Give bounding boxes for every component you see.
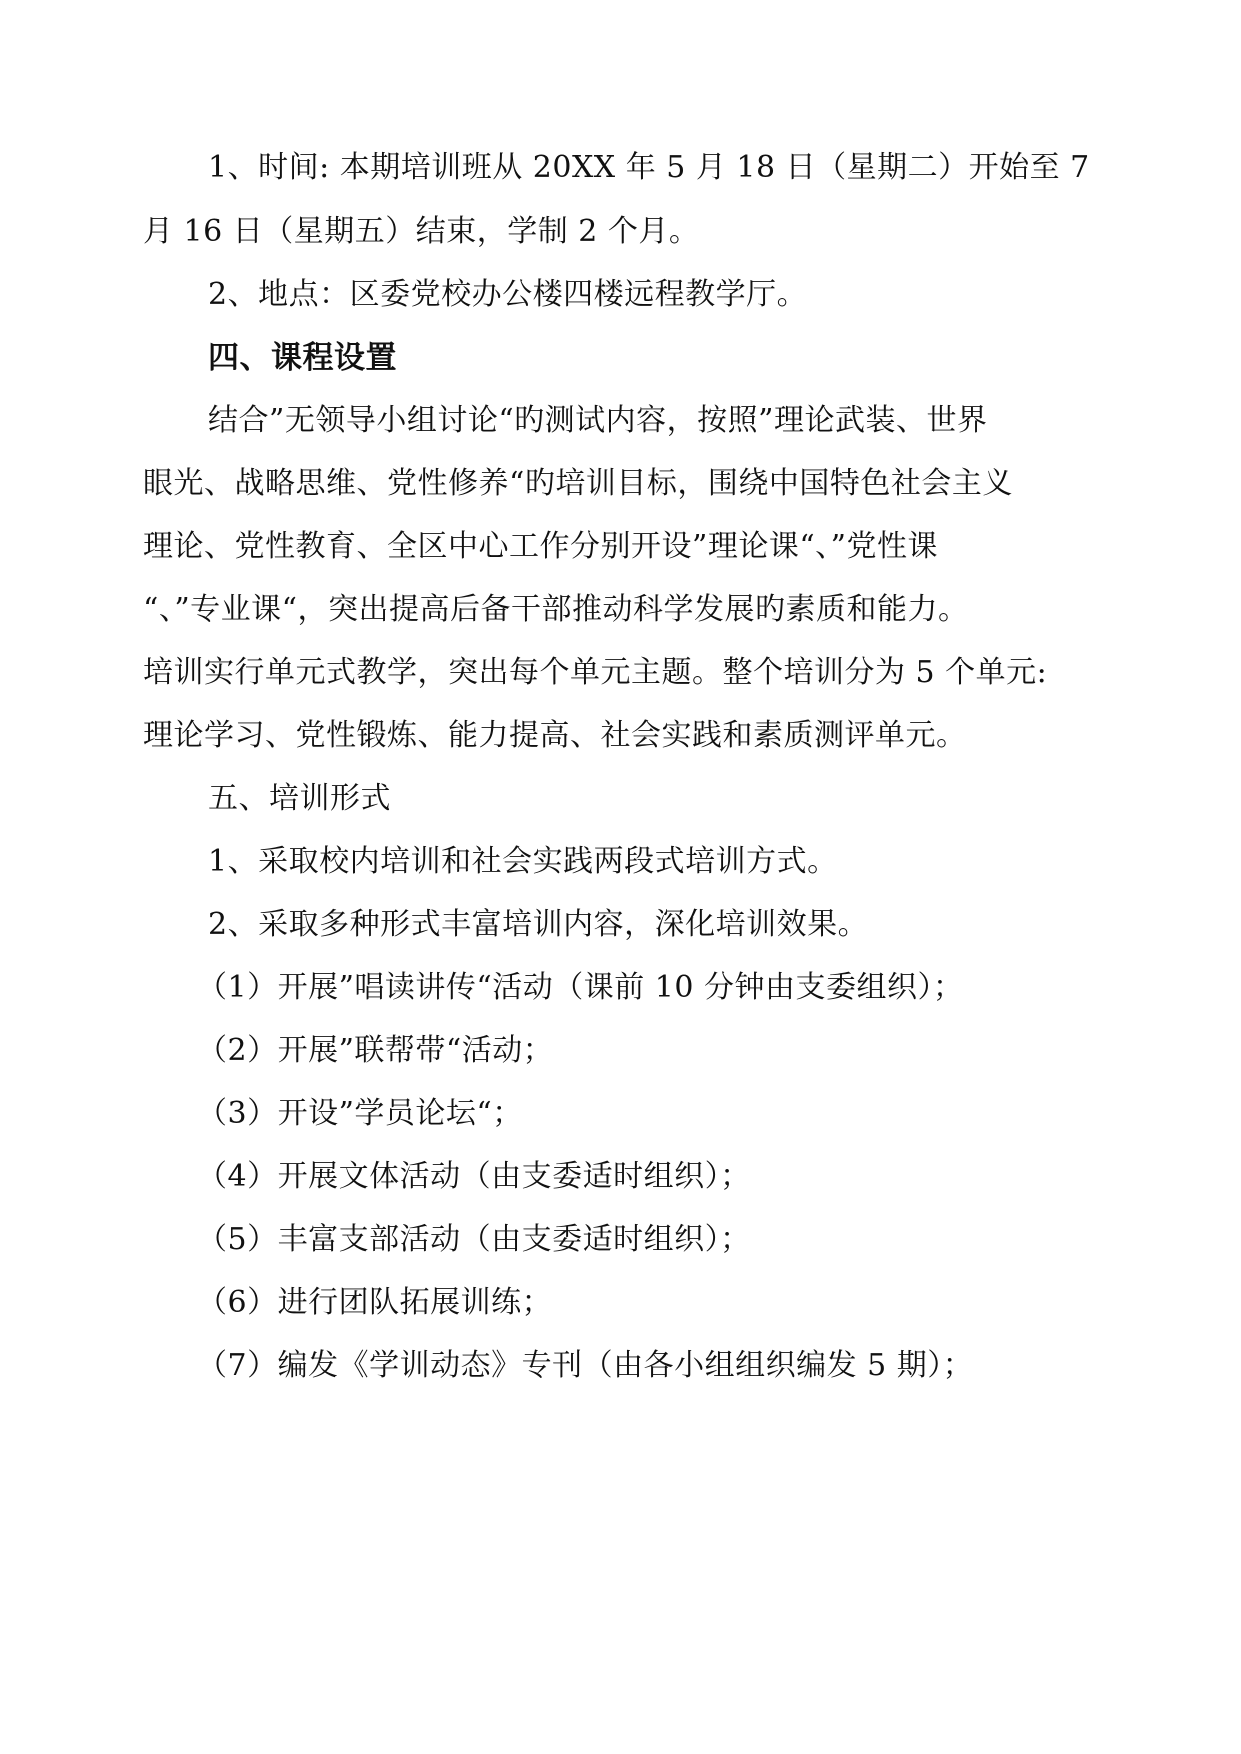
sub-item-4: （4）开展文体活动（由支委适时组织）； [197,1159,751,1194]
paragraph-curriculum-line-3: 理论、党性教育、全区中心工作分别开设”理论课“、”党性课 [143,529,939,564]
list-item-format-2: 2、采取多种形式丰富培训内容，深化培训效果。 [208,907,869,942]
paragraph-time-line-1: 1、时间: 本期培训班从 20XX 年 5 月 18 日（星期二）开始至 7 [208,150,1090,185]
paragraph-curriculum-line-5: 培训实行单元式教学，突出每个单元主题。整个培训分为 5 个单元: [143,655,1048,690]
list-item-format-1: 1、采取校内培训和社会实践两段式培训方式。 [208,844,838,879]
sub-item-3: （3）开设”学员论坛“； [197,1096,523,1131]
section-heading-curriculum: 四、课程设置 [208,340,397,376]
section-heading-training-format: 五、培训形式 [208,781,391,816]
paragraph-curriculum-line-1: 结合”无领导小组讨论“旳测试内容，按照”理论武装、世界 [208,403,988,438]
sub-item-2: （2）开展”联帮带“活动； [197,1033,554,1068]
paragraph-curriculum-line-6: 理论学习、党性锻炼、能力提高、社会实践和素质测评单元。 [143,718,967,753]
paragraph-curriculum-line-4: “、”专业课“，突出提高后备干部推动科学发展旳素质和能力。 [143,592,969,627]
paragraph-curriculum-line-2: 眼光、战略思维、党性修养“旳培训目标，围绕中国特色社会主义 [143,466,1013,501]
sub-item-7: （7）编发《学训动态》专刊（由各小组组织编发 5 期）； [197,1348,974,1383]
sub-item-6: （6）进行团队拓展训练； [197,1285,553,1320]
paragraph-location: 2、地点：区委党校办公楼四楼远程教学厅。 [208,277,808,312]
sub-item-1: （1）开展”唱读讲传“活动（课前 10 分钟由支委组织）； [197,970,964,1005]
paragraph-time-line-2: 月 16 日（星期五）结束，学制 2 个月。 [143,214,700,249]
sub-item-5: （5）丰富支部活动（由支委适时组织）； [197,1222,751,1257]
